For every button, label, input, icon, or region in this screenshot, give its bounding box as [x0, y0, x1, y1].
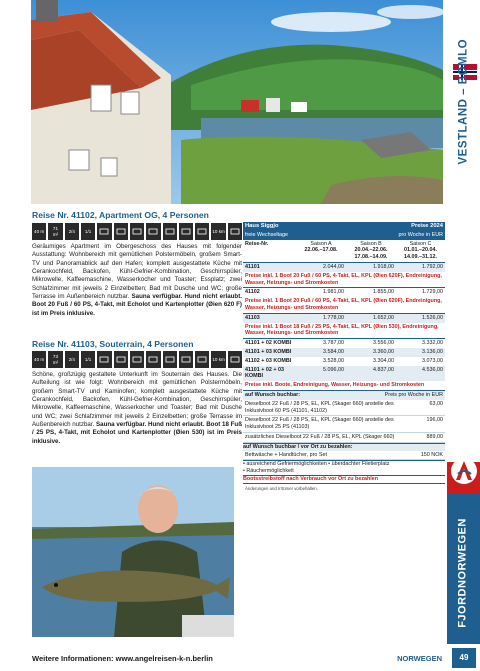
- price-cell: 3.556,00: [373, 340, 394, 347]
- changeover-days: freie Wechseltage: [245, 231, 289, 238]
- area-icon: 73 m²: [48, 351, 62, 368]
- distance-water-icon: 40 m: [32, 351, 46, 368]
- onsite-header: auf Wunsch buchbar / vor Ort zu bezahlen:: [243, 443, 445, 451]
- price-rows: [243, 263, 445, 390]
- apt2-description: [32, 371, 242, 446]
- wifi-icon: [130, 351, 144, 368]
- angler-photo: [32, 467, 234, 637]
- no-smoking-icon: [228, 223, 242, 240]
- price-unit: pro Woche in EUR: [398, 231, 443, 238]
- apt2-text: Schöne, großzügig gestaltete Unterkunft im Souterrain des Hauses. Die Aufteilung ist wie folgt: Wohnbereich mit gemütlichen Polstermöbeln, großem Smart-TV und Kaminofen; komplett ausgestattete Küche mit Cerankochfeld, Backofen, Kühl-Gefrier-Kombination, Geschirrspüler, Mikrowelle, Kaffeemaschine, Wasserkocher und Toaster; Bad mit Dusche und WC; zwei Schlafzimmer mit jeweils 2 Einzelbetten; große Terrasse im Außenbereich nutzbar.: [32, 371, 242, 429]
- bathroom-icon: 1/1: [81, 351, 95, 368]
- apt1-description: [32, 243, 242, 318]
- flag-de-icon: [114, 351, 128, 368]
- price-cell: 3.584,00: [323, 348, 344, 355]
- page-number: 49: [452, 648, 476, 668]
- no-smoking-icon: [228, 351, 242, 368]
- table-row: [243, 263, 445, 272]
- price-cell: 1.855,00: [373, 289, 394, 296]
- region2-label: FJORDNORWEGEN: [456, 518, 469, 628]
- stove-icon: [146, 351, 160, 368]
- right-rail: [447, 0, 480, 671]
- apt1-bold: Sauna verfügbar. Hund nicht erlaubt. Boot 20 Fuß / 60 PS, 4-Takt, mit Echolot und Kartenplotter (Øien 620 F) ist im Preis inklusive.: [32, 293, 242, 317]
- flag-de-icon: [114, 223, 128, 240]
- beds-icon: 2/4: [65, 351, 79, 368]
- table-row: [243, 288, 445, 297]
- shop-icon: 10 km: [211, 351, 225, 368]
- region-label: VESTLAND – BØMLO: [457, 38, 470, 165]
- terrace-icon: [195, 351, 209, 368]
- washer-icon: [179, 351, 193, 368]
- price-cell: 3.073,00: [422, 357, 443, 364]
- price-cell: 4.837,00: [373, 366, 394, 373]
- price-cell: 1.918,00: [373, 263, 394, 270]
- terrace-icon: [195, 223, 209, 240]
- price-cell: 5.096,00: [323, 366, 344, 373]
- stove-icon: [146, 223, 160, 240]
- price-cell: 3.304,00: [373, 357, 394, 364]
- dishwasher-icon: [163, 223, 177, 240]
- wifi-icon: [130, 223, 144, 240]
- apt1-text: Geräumiges Apartment im Obergeschoss des Hauses mit folgender Ausstattung: Wohnbereich mit gemütlichen Polstermöbeln, großem Smart-TV und Panoramablick auf den Hafen; komplett ausgestattete Küche mit Cerankochfeld, Backofen, Kühl-Gefrier-Kombination, Geschirrspüler, Mikrowelle, Kaffeemaschine, Wasserkocher und Toaster; Essplatz; zwei Schlafzimmer mit jeweils 2 Einzelbetten; Bad mit Dusche und WC; große Terrasse im Außenbereich nutzbar.: [32, 243, 242, 301]
- distance-water-icon: 40 m: [32, 223, 46, 240]
- shop-icon: 10 km: [211, 223, 225, 240]
- table-header: [243, 222, 445, 231]
- wish-row: zusätzliches Dieselboot 22 Fuß / 28 PS, EL, KPL (Skager 660) 889,00: [243, 433, 445, 443]
- price-note: Preise inkl. 1 Boot 20 Fuß / 60 PS, 4-Takt, EL, KPL (Øien 620F), Endreinigung, Wasser, Heizungs- und Stromkosten: [243, 297, 445, 314]
- price-table: [243, 222, 445, 493]
- beds-icon: 2/4: [65, 223, 79, 240]
- price-cell: 1.526,00: [422, 314, 443, 321]
- price-cell: 2.044,00: [323, 263, 344, 270]
- area-icon: 71 m²: [48, 223, 62, 240]
- wish-header: [243, 390, 445, 400]
- price-cell: 3.360,00: [373, 348, 394, 355]
- house-harbour-photo: [31, 0, 443, 204]
- price-cell: 3.787,00: [323, 340, 344, 347]
- wish-row: Dieselboot 22 Fuß / 28 PS, EL, KPL (Skager 660) anstelle des Inklusivboot 25 PS (41103) 196,00: [243, 416, 445, 433]
- onsite-row: Bettwäsche + Handtücher, pro Set 150 NOK: [243, 451, 445, 461]
- column-headers: [243, 240, 445, 263]
- price-note: Preise inkl. 1 Boot 20 Fuß / 60 PS, 4-Takt, EL, KPL (Øien 620F), Endreinigung, Wasser, Heizungs- und Stromkosten: [243, 272, 445, 289]
- apt2-amenity-icons: [32, 351, 242, 368]
- col-trip-no: Reise-Nr.: [245, 240, 269, 247]
- price-cell: 4.536,00: [422, 366, 443, 373]
- tv-icon: [97, 351, 111, 368]
- trip-no: 41101: [245, 263, 260, 270]
- trip-no: 41101 + 02 KOMBI: [245, 340, 292, 347]
- price-note: Preise inkl. 1 Boot 18 Fuß / 25 PS, 4-Takt, EL, KPL (Øien 530), Endreinigung, Wasser, Heizungs- und Stromkosten: [243, 323, 445, 340]
- apt2-title: Reise Nr. 41103, Souterrain, 4 Personen: [32, 339, 194, 349]
- apt1-amenity-icons: [32, 223, 242, 240]
- bullet-1: • ausreichend Gefriermöglichkeiten • überdachter Filetierplatz: [243, 460, 445, 468]
- trip-no: 41102 + 03 KOMBI: [245, 357, 292, 364]
- footer-section: NORWEGEN: [397, 654, 442, 663]
- kombi-note: Preise inkl. Boote, Endreinigung, Wasser, Heizungs- und Stromkosten: [245, 382, 425, 389]
- trip-no: 41102: [245, 289, 260, 296]
- wish-price-unit: Preis pro Woche in EUR: [384, 391, 443, 398]
- price-cell: 1.778,00: [323, 314, 344, 321]
- washer-icon: [179, 223, 193, 240]
- trip-no: 41101 + 03 KOMBI: [245, 348, 292, 355]
- fuel-note: Bootsstreibstoff nach Verbrauch vor Ort zu bezahlen: [243, 475, 445, 484]
- page-footer: [32, 654, 444, 668]
- table-row: [243, 348, 445, 357]
- col-season-b: Saison B 20.04.–22.06. 17.08.–14.09.: [354, 240, 388, 261]
- price-cell: 1.652,00: [373, 314, 394, 321]
- bathroom-icon: 1/1: [81, 223, 95, 240]
- trip-no: 41101 + 02 + 03 KOMBI: [245, 366, 284, 380]
- table-subheader: [243, 231, 445, 240]
- tv-icon: [97, 223, 111, 240]
- onsite-rows: [243, 451, 445, 461]
- apt2-bold: Sauna verfügbar. Hund nicht erlaubt. Boot 18 Fuß / 25 PS, 4-Takt, mit Echolot und Kartenplotter (Øien 530) ist im Preis inklusive.: [32, 421, 242, 445]
- dishwasher-icon: [163, 351, 177, 368]
- price-cell: 1.792,00: [422, 263, 443, 270]
- apt1-title: Reise Nr. 41102, Apartment OG, 4 Personen: [32, 210, 209, 220]
- wish-row: Dieselboot 22 Fuß / 28 PS, EL, KPL (Skager 660) anstelle des Inklusivboot 60 PS (41101, 41102) 63,00: [243, 400, 445, 417]
- price-cell: 1.729,00: [422, 289, 443, 296]
- house-name: Haus Siggjo: [245, 223, 279, 229]
- trip-no: 41103: [245, 314, 260, 321]
- price-cell: 3.136,00: [422, 348, 443, 355]
- price-cell: 1.981,00: [323, 289, 344, 296]
- wish-label: auf Wunsch buchbar:: [245, 391, 301, 398]
- col-season-a: Saison A 22.06.–17.08.: [304, 240, 338, 254]
- bullet-2: • Räuchermöglichkeit: [243, 468, 294, 475]
- price-cell: 3.528,00: [323, 357, 344, 364]
- wish-rows: [243, 400, 445, 443]
- price-year: Preise 2024: [411, 223, 443, 229]
- disclaimer: Änderungen und Irrtümer vorbehalten.: [245, 485, 318, 491]
- table-row: [243, 366, 445, 382]
- company-logo-icon: [449, 456, 479, 486]
- table-row: [243, 357, 445, 366]
- footer-info: Weitere Informationen: www.angelreisen-k-n.berlin: [32, 654, 213, 663]
- col-season-c: Saison C 01.01.–20.04. 14.09.–31.12.: [404, 240, 437, 261]
- price-cell: 3.332,00: [422, 340, 443, 347]
- table-row: [243, 339, 445, 348]
- table-row: [243, 314, 445, 323]
